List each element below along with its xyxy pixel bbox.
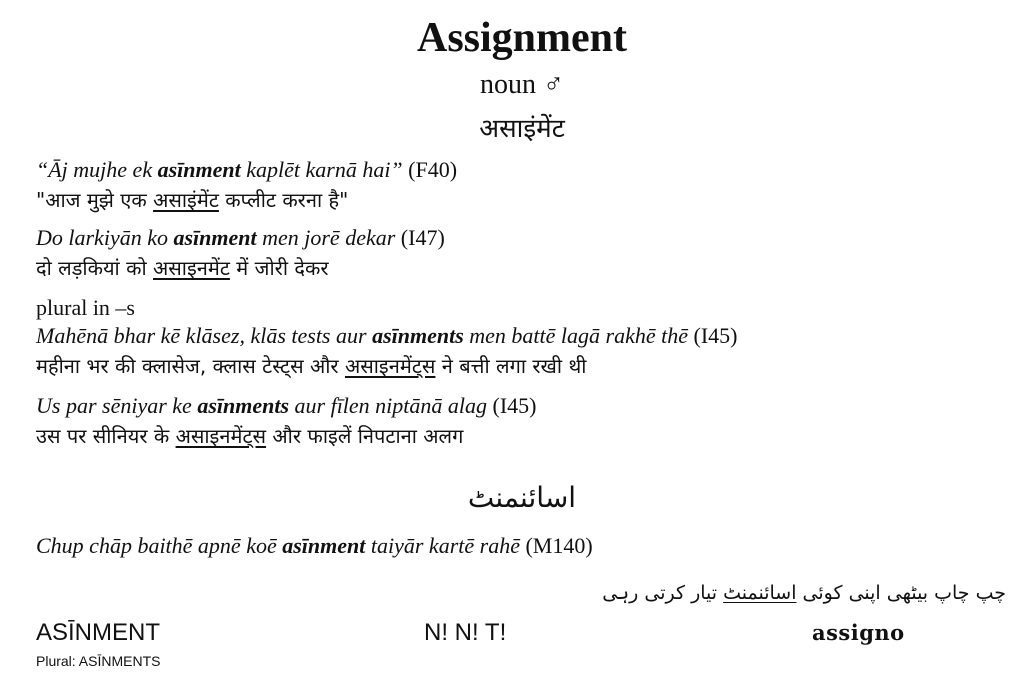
example-3-hi-underlined: असाइनमेंट्स [344, 354, 436, 378]
example-4-hindi [36, 422, 463, 450]
urdu-headword: اسائنمنٹ [467, 481, 577, 514]
example-1-hi-post: कप्लीट करना है" [218, 188, 349, 212]
example-3-hi-pre: महीना भर की क्लासेज, क्लास टेस्ट्स और [36, 354, 345, 378]
urdu-example-bold: asīnment [282, 533, 366, 558]
urdu-example-source: (M140) [519, 533, 593, 558]
example-4-hi-underlined: असाइनमेंट्स [175, 424, 267, 448]
example-2-hi-pre: दो लड़कियां को [36, 256, 153, 280]
example-3-translit [36, 322, 737, 350]
example-4-hi-pre: उस पर सीनियर के [36, 424, 176, 448]
caps-plural: Plural: ASĪNMENTS [36, 653, 161, 669]
urdu-sentence-pre: چپ چاپ بیٹھی اپنی کوئی [796, 582, 1006, 604]
latin-etymon: assigno [812, 620, 905, 645]
example-3-bold: asīnments [372, 323, 464, 348]
example-4-hi-post: और फाइलें निपटाना अलग [266, 424, 464, 448]
pattern-text: N! N! T! [424, 619, 507, 646]
example-3-source: (I45) [688, 323, 738, 348]
example-4-post: aur fīlen niptānā alag [289, 393, 488, 418]
urdu-example-post: taiyār kartē rahē [365, 533, 520, 558]
caps-word: ASĪNMENT [36, 619, 161, 646]
urdu-sentence-underlined: اسائنمنٹ [723, 582, 797, 604]
example-1-hindi [36, 186, 348, 214]
example-4-translit [36, 392, 537, 420]
hindi-headword: असाइंमेंट [479, 114, 565, 144]
example-2-translit [36, 224, 445, 252]
example-2-hi-underlined: असाइनमेंट [153, 256, 230, 280]
urdu-sentence-post: تیار کرتی رہی [602, 582, 724, 604]
part-of-speech: noun ♂ [480, 69, 564, 100]
example-1-post: kaplēt karnā hai” [240, 157, 403, 182]
urdu-example-pre: Chup chāp baithē apnē koē [36, 533, 283, 558]
example-2-pre: Do larkiyān ko [36, 225, 174, 250]
urdu-example-translit [36, 532, 593, 560]
example-3-hindi [36, 352, 586, 380]
example-2-hi-post: में जोरी देकर [229, 256, 329, 280]
example-3-pre: Mahēnā bhar kē klāsez, klās tests aur [36, 323, 373, 348]
example-4-bold: asīnments [197, 393, 290, 418]
example-3-post: men battē lagā rakhē thē [463, 323, 688, 348]
urdu-sentence [602, 578, 1006, 608]
example-1-translit [36, 156, 457, 184]
example-2-post: men jorē dekar [256, 225, 396, 250]
example-1-bold: asīnment [157, 157, 241, 182]
entry-title: Assignment [416, 15, 628, 61]
example-2-bold: asīnment [173, 225, 257, 250]
example-1-hi-underlined: असाइंमेंट [153, 188, 219, 212]
example-3-hi-post: ने बत्ती लगा रखी थी [435, 354, 587, 378]
example-1-pre: “Āj mujhe ek [36, 157, 158, 182]
example-2-source: (I47) [395, 225, 445, 250]
example-4-pre: Us par sēniyar ke [36, 393, 198, 418]
example-1-source: (F40) [402, 157, 458, 182]
example-4-source: (I45) [487, 393, 537, 418]
plural-label: plural in –s [36, 295, 135, 320]
example-1-hi-pre: "आज मुझे एक [36, 188, 154, 212]
example-2-hindi [36, 254, 329, 282]
